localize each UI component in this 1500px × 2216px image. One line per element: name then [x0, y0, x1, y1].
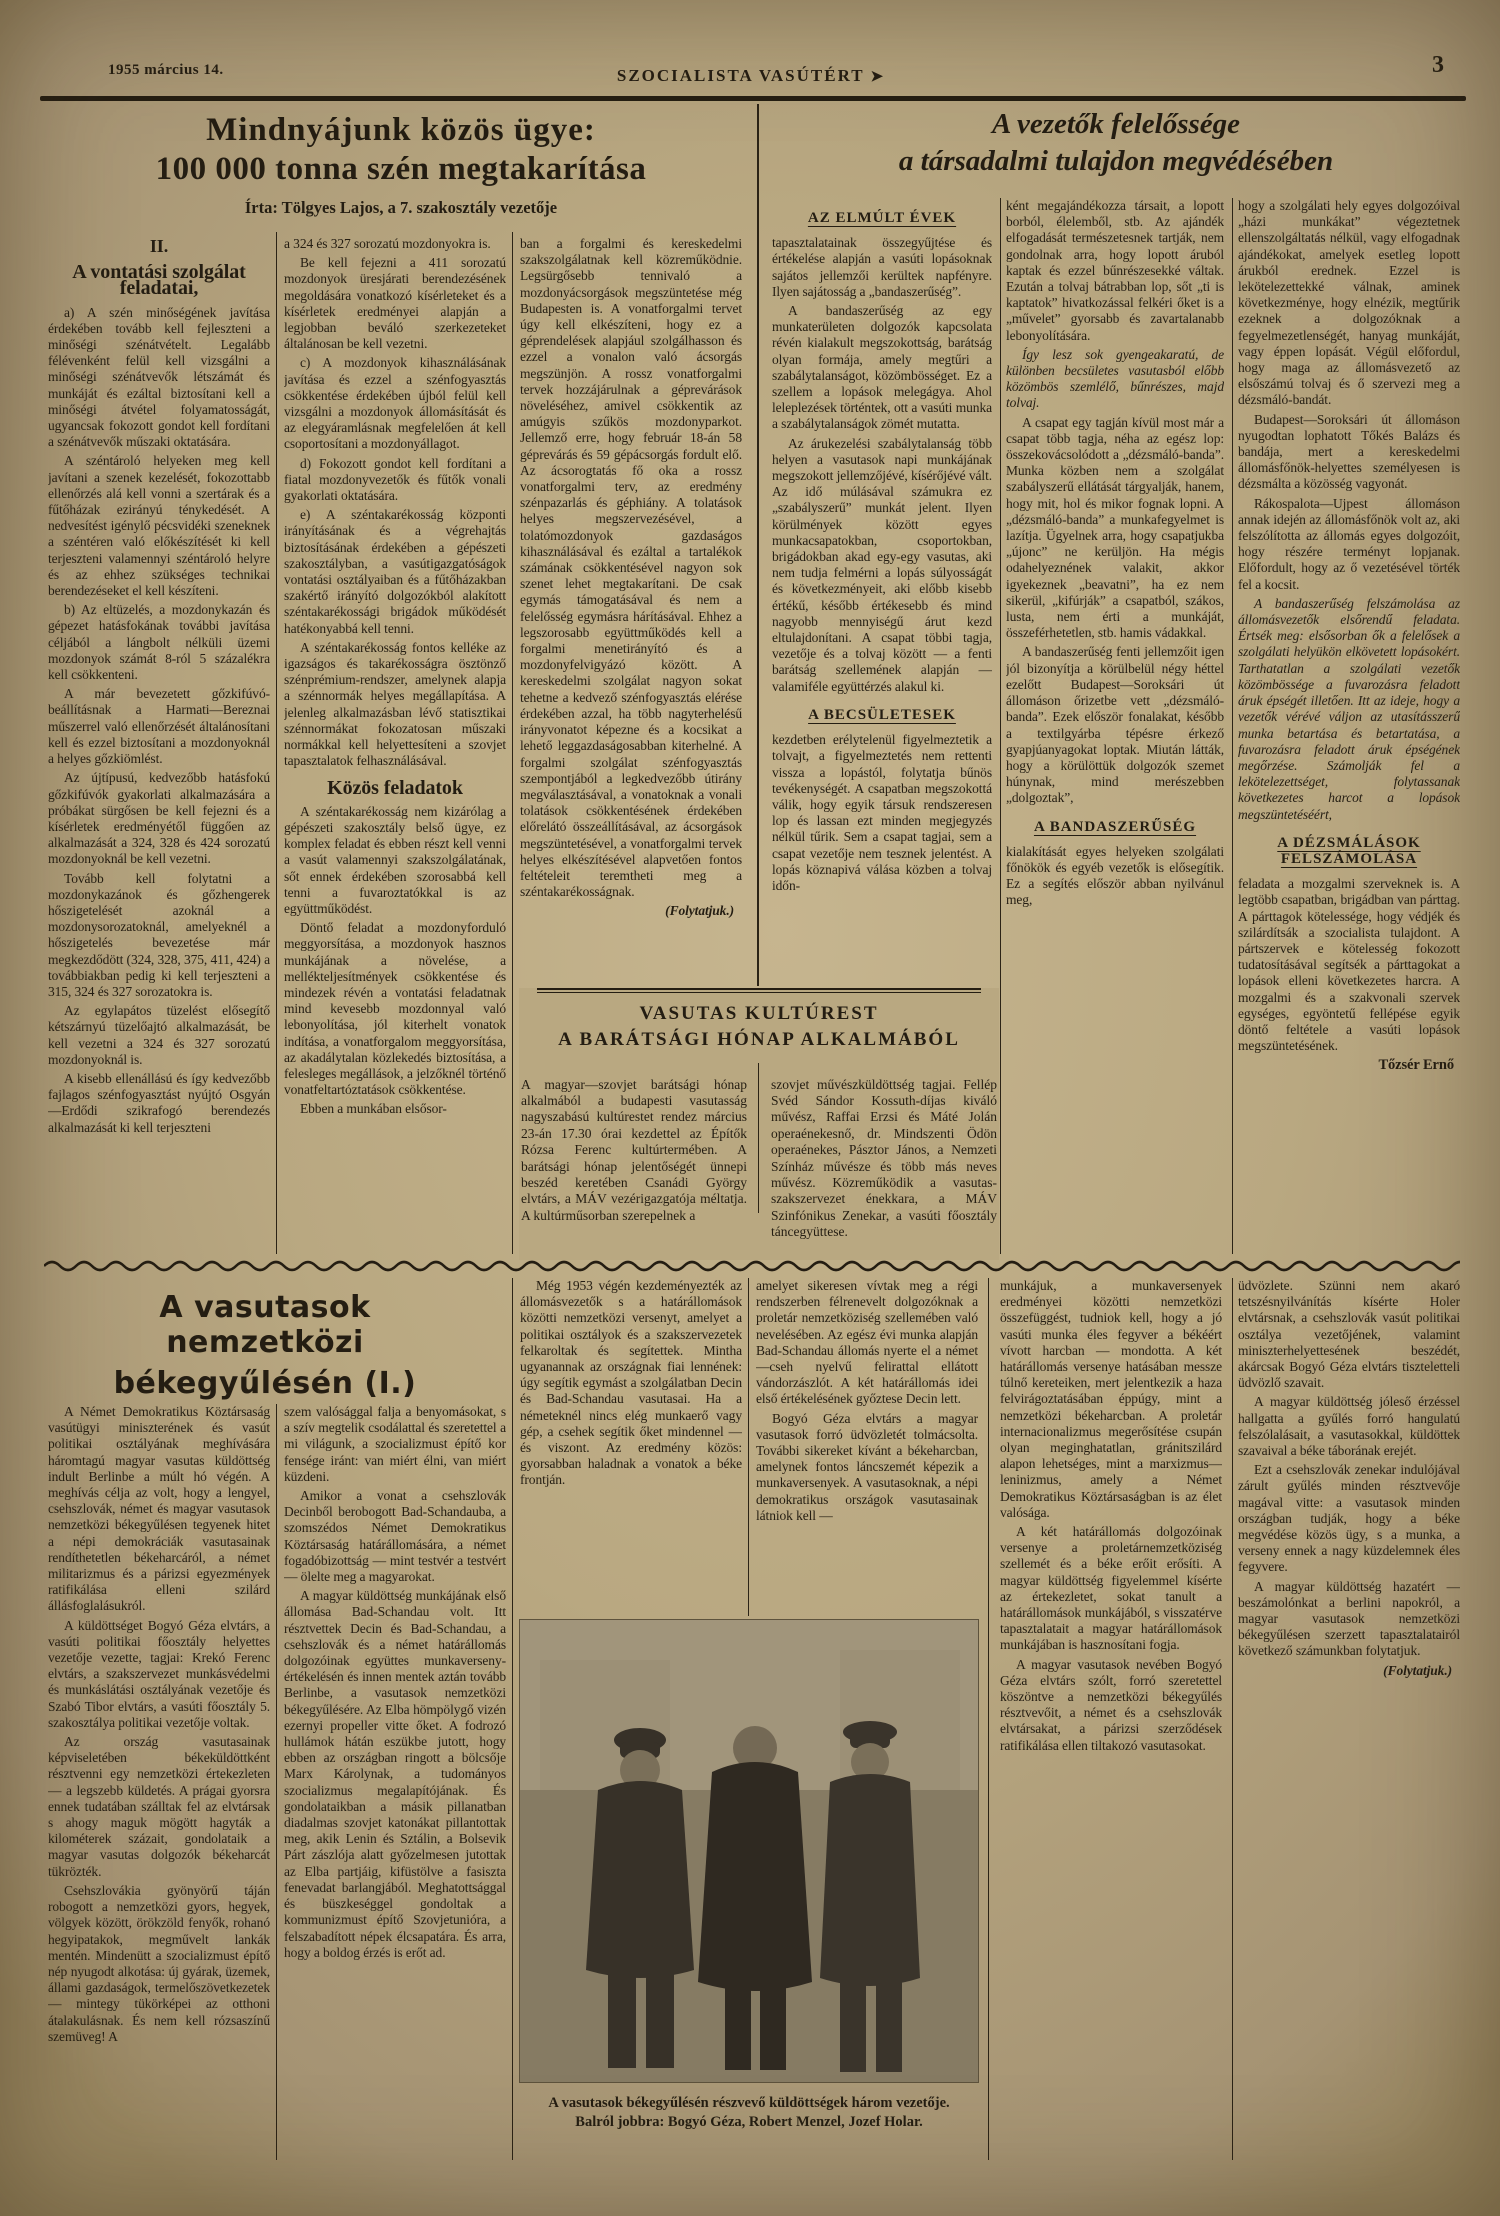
- paragraph: Az egylapátos tüzelést elősegítő kétszárnyú tüzelőajtó alkalmazását, be kell vezetni a 324 és 327 sorozatú mozdonyoknál is.: [48, 1003, 270, 1067]
- headline-line1: A vasutasok nemzetközi: [159, 1290, 371, 1360]
- paragraph-emphasis: Így lesz sok gyengeakaratú, de különben becsületes vasutasból előbb közömbös szemlélő, bűnrészes, majd tolvaj.: [1006, 346, 1224, 411]
- paragraph: d) Fokozott gondot kell fordítani a fiatal mozdonyvezetők és fűtők vonali gyakorlati oktatására.: [284, 455, 506, 504]
- left-article-column-1: [48, 236, 270, 1254]
- paragraph: A széntároló helyeken meg kell javítani a szenek kezelését, fokozottabb ellenőrzés alá kell vonni a szertárak és a fűtőházak ezirányú ténykedését. A nedvesítést igénylő pécsvidéki szeneknek a széntéren való előkészítését ki kell terjeszteni valamennyi széntároló helyre és az ehhez szükséges technikai berendezéseket el kell készíteni.: [48, 453, 270, 599]
- paragraph: Csehszlovákia gyönyörű táján robogott a nemzetközi gyors, hegyek, völgyek között, örökzöld fenyők, rohanó hegyipatakok, megművelt lankák mentén. Mindenütt a szocializmust építő nép nyugodt alkotása: új gyárak, üzemek, állami gazdaságok, termelőszövetkezetek — mintegy tükörképei az otthoni átalakulásnak. És nem kell rózsaszínű szemüveg! A: [48, 1882, 270, 2044]
- page-number: 3: [1432, 52, 1444, 78]
- right-article-column-3: [1238, 198, 1460, 1254]
- paragraph: A már bevezetett gőzkifúvó-beállításnak a Harmati—Bereznai műszerrel való ellenőrzését általánosítani kell és ezzel biztosítani a mozdonyoknál a helyes gőzkiömlést.: [48, 686, 270, 767]
- paragraph: ban a forgalmi és kereskedelmi szakszolgálatnak kell közreműködnie. Legsürgősebb tennivaló a mozdonyácsorgások megszüntetése még Budapesten is. A vonatforgalmi tervet úgy kell elkészíteni, hogy ez a géprendelések alapjául szolgálhasson és ezzel a vonalon való ácsorgás megszünjön. A rossz vonatforgalmi tervek hozzájárulnak a géprevárások növeléséhez, amivel csökkentik az amúgyis szűkös mozdonyparkot. Jellemző erre, hogy február 18-án 58 géprevárás és 59 gépácsorgás fordult elő. Az ácsorogtatás fő oka a rossz vonatforgalmi terv, az eredmény szénpazarlás és géphiány. A tolatások helyes megszervezésével, a tolatómozdonyok gazdaságos kihasználásával és ezáltal a tartalékok számának csökkentésével nagyon sok szenet lehet megtakarítani. De csak egymás támogatásával és nem a felelősség egymásra hárításával. Ehhez a legszorosabb együttműködés kell a forgalmi menetirányító és a mozdonyfelvigyázó között. A kereskedelmi szolgálat nagyon sokat tehetne a kedvező szénfogyasztás elérése érdekében azzal, ha több nagyterhelésű irányvonatot képezne és a kocsikat a lehető leggazdaságosabban kiterhelné. A forgalmi szolgálat szénfogyasztás szempontjából a legkedvezőbb útirány megválasztásával, a vonatoknak a vonali tolatások csökkentésének érdekében előrelátó összeállításával, az ácsorgások megszüntetésével, a vonatforgalmi tervek helyes elkészítésével alapvetően fontos feltételeit teremtheti meg a széntakarékosságnak.: [520, 236, 742, 900]
- column-divider: [748, 1278, 749, 1616]
- paragraph: kialakítását egyes helyeken szolgálati főnökök és egyéb vezetők is elősegítik. Ez a segítés először abban nyilvánul meg,: [1006, 843, 1224, 908]
- masthead-title: SZOCIALISTA VASÚTÉRT: [616, 66, 865, 85]
- paragraph: Bogyó Géza elvtárs a magyar vasutasok forró üdvözletét tolmácsolta. További sikereket kívánt a békeharcban, amelynek fontos láncszemét képezik a munkaversenyek. A vasutasoknak, a népi demokratikus országok vasutasainak látniok kell —: [756, 1410, 978, 1523]
- notice-column-1: [521, 1063, 747, 1238]
- paragraph: A kisebb ellenállású és így kedvezőbb fajlagos szénfogyasztást nyújtó Osgyán—Erdődi szikrafogó berendezés alkalmazását ki kell terjeszteni: [48, 1070, 270, 1135]
- section-heading: A BANDASZERŰSÉG: [1033, 818, 1197, 835]
- photo-caption-line2: Balról jobbra: Bogyó Géza, Robert Menzel, Jozef Holar.: [575, 2114, 923, 2130]
- kulturest-notice: [519, 988, 999, 1260]
- left-article-column-2: [284, 236, 506, 1254]
- paragraph: Rákospalota—Ujpest állomáson annak idején az állomásfőnök volt az, aki felszólította az állomás egyes dolgozóit, hogy részére terményt lopjanak. Előfordult, hogy az ő vezetésével törték fel a kocsit.: [1238, 495, 1460, 592]
- column-subhead: Közös feladatok: [327, 776, 463, 799]
- paragraph: Ezt a csehszlovák zenekar indulójával zárult gyűlés minden résztvevője magával vitte: a vasutasok minden országban tudják, hogy a béke megvédése közös ügy, s a munka, a verseny ennek a nagy küzdelemnek éles fegyvere.: [1238, 1462, 1460, 1575]
- paragraph: ként megajándékozza társait, a lopott borból, élelemből, stb. Az ajándék elfogadását természetesnek tartják, nem gondolnak arra, hogy lopott áruból kaptak és ezzel bűnrészesekké váltak. Ezután a tolvaj bátrabban lop, sőt „ti is kaptatok” hivatkozással felkéri őket is a „művelet” gyorsabb és zavartalanabb lebonyolítására.: [1006, 198, 1224, 343]
- paragraph: A Német Demokratikus Köztársaság vasútügyi miniszterének és vasút politikai osztályának meghívására háromtagú magyar vasutas küldöttség indult Berlinbe a múlt hó végén. A meghívás célja az volt, hogy a lengyel, csehszlovák, német és magyar vasutasok nemzetközi békegyűlésen tegyenek hitet a népi demokráciák vasutasainak rendíthetetlen békeharcáról, a német militarizmus és a párizsi egyezmények ratifikálása elleni szilárd állásfoglalásukról.: [48, 1404, 270, 1614]
- paragraph: A csapat egy tagján kívül most már a csapat több tagja, néha az egész lop: összekovácsolódott a „dézsmáló-banda”. Munka közben nem a szolgálat szabályszerű ellátását tárgyalják, hanem, hogy mit, hol és mikor fognak lopni. A „dézsmáló-banda” a munkafegyelmet is lazítja. Ügyelnek arra, hogy csapatjukba „újonc” ne kerüljön. Ha mégis odahelyeznének valakit, akkor igyekeznek „beavatni”, ha ez nem sikerül, „kifúrják” a csapatból, szákos, lusta, nem érti a munkáját, összeférhetetlen, stb. hamis vádakkal.: [1006, 414, 1224, 641]
- paragraph: munkájuk, a munkaversenyek eredményei közötti nemzetközi összefüggést, tudniok kell, hogy a jó vasúti munka éles fegyver a békéért vívott harcban — mondotta. A két határállomás versenye hatásában messze túlnő kereteiken, mert jelentkezik a haza felvirágoztatásában éppúgy, mint a nemzetközi békeharcban. A proletár internacionalizmus megerősítése csupán olyan meginghatatlan, gránitszilárd alapon lehetséges, mint a marxizmus—leninizmus, amely a Német Demokratikus Köztársaságban is az élet valósága.: [1000, 1278, 1222, 1520]
- byline: Írta: Tölgyes Lajos, a 7. szakosztály vezetője: [244, 198, 558, 217]
- paragraph: Be kell fejezni a 411 sorozatú mozdonyok üresjárati berendezésének megoldására vonatkozó kísérleteket és a kísérletek eredményei alapján a legjobban beváló szerkezeteket általánosan be kell vezetni.: [284, 255, 506, 352]
- paragraph: üdvözlete. Szünni nem akaró tetszésnyilvánítás kísérte Holer elvtársnak, a csehszlovák vasút politikai osztálya vezetőjének, valamint miniszterhelyettesének beszédét, akárcsak Bogyó Géza elvtárs tiszteletteli üdvözlő szavait.: [1238, 1278, 1460, 1391]
- paragraph: feladata a mozgalmi szerveknek is. A legtöbb csapatban, brigádban van párttag. A párttagok kötelessége, hogy védjék és szilárdítsák a szocialista tulajdont. A pártszervek e kötelesség fokozott tudatosításával segítsék a párttagokat a lopások elleni következetes harcra. A mozgalmi és a szakvonali szervek egységes, egyöntetű fellépése egyik döntő feltétele a vasúti lopások megszüntetésének.: [1238, 876, 1460, 1054]
- paragraph: Ebben a munkában elsősor-: [300, 1101, 447, 1117]
- column-divider: [276, 1404, 277, 2160]
- notice-rule: [537, 992, 981, 993]
- right-article-headline: [772, 108, 1460, 178]
- bottom-article-headline: [56, 1290, 474, 1401]
- column-divider: [758, 1063, 759, 1213]
- wavy-section-divider: [44, 1258, 1460, 1274]
- bottom-article-column-2: [284, 1404, 506, 2160]
- section-heading: A DÉZSMÁLÁSOK FELSZÁMOLÁSA: [1277, 834, 1421, 867]
- paragraph: Budapest—Soroksári út állomáson nyugodtan lophatott Tőkés Balázs és bandája, mert a kereskedelmi állomásfőnök-helyettes személyesen is dézsmálta a közösség vagyonát.: [1238, 411, 1460, 492]
- paragraph: hogy a szolgálati hely egyes dolgozóival „házi munkákat” végeztetnek ellenszolgáltatás nélkül, vagy elfogadnak ajándékokat, amelyek esetleg lopott árukból erednek. Ezzel is lekötelezettekké válnak, aminek következménye, hogy elnézik, megtűrik ezeknek a dolgozóknak a fegyelmezetlenségét, hanyag munkáját, vagy éppen lopását. Végül előfordul, hogy maga az állomásvezető az elsőszámú tolvaj és ő szervezi meg a dézsmáló-bandát.: [1238, 198, 1460, 408]
- masthead-arrow-icon: ➤: [870, 69, 884, 85]
- photo-caption-line1: A vasutasok békegyűlésén részvevő küldöttségek három vezetője.: [548, 2095, 950, 2111]
- paragraph: Még 1953 végén kezdeményezték az állomásvezetők s a határállomások közötti nemzetközi versenyt, amelyet a politikai osztályok és a szakszervezetek felkaroltak és segítettek. Mintha ugyanannak az országnak fiai lennének: úgy segítik egymást a szolgálatban Decin és Bad-Schandau vasutasai. Ha a németeknél nincs elég munkaerő vagy gép, a csehek segítik őket mindennel — és viszont. Az eredmény közös: gyorsabban haladnak a vonatok a béke frontján.: [520, 1278, 742, 1488]
- paragraph: A két határállomás dolgozóinak versenye a proletárnemzetköziség szellemét és a béke erőit erősíti. A magyar küldöttség figyelemmel kísérte az értekezletet, sokat tanult a határállomások munkájából, s visszatérve tapasztalatait a magyar határállomások munkájában is hasznosítani fogja.: [1000, 1524, 1222, 1653]
- continuation-note: (Folytatjuk.): [1383, 1662, 1452, 1678]
- paragraph: Döntő feladat a mozdonyforduló meggyorsítása, a mozdonyok hasznos munkájának a növelése, a mellékteljesítmények csökkentése és mindezek révén a vontatási feladatnak mind kevesebb mozdonnyal való lebonyolítása, jól kiterhelt vonatok indítása, a vonatforgalom meggyorsítása, az akadálytalan közlekedés biztosítása, a felesleges megállások, a jelzőknél történő vonatfeltartóztatások csökkentése.: [284, 920, 506, 1098]
- paragraph: amelyet sikeresen vívtak meg a régi rendszerben félrenevelt dolgozóknak a proletár nemzetköziség szellemében való nevelésében. Az egész évi munka alapján Bad-Schandau állomás nyerte el a német—cseh nyelvű felirattal ellátott vándorzászlót. A két határállomás idei első értékelésének győztese Decin lett.: [756, 1278, 978, 1407]
- part-number: II.: [149, 236, 169, 256]
- notice-rule: [537, 988, 981, 990]
- bottom-article-column-1: [48, 1404, 270, 2160]
- issue-date: 1955 március 14.: [108, 62, 224, 78]
- column-divider: [1000, 198, 1001, 1254]
- paragraph: A magyar küldöttség munkájának első állomása Bad-Schandau volt. Itt résztvettek Decin és Bad-Schandau, a csehszlovák és a német határállomás dolgozóinak együttes munkaverseny-értékelésén és innen mentek aztán tovább Berlinbe, a vasutasok nemzetközi békegyűlésére. Az Elba hömpölygő vizén ezernyi propeller vitte őket. A fodrozó hullámok hátán eszükbe jutott, hogy ebben az országban ringott a bölcsője Marx Károlynak, a tudományos szocializmus megalapítójának. És gondolataikban a másik pillanatban diadalmas szovjet katonákat pillantottak meg, akik Lenin és Sztálin, a Bolsevik Párt zászlója alatt győzelmesen jutottak az Elba partjáig, kifüstölve a fasiszta fenevadat barlangjából. Meghatottsággal és büszkeséggel gondoltak a kommunizmust építő Szovjetunióra, a felszabadított népek élcsapatára. És arra, hogy a boldog érzés is erőt ad.: [284, 1588, 506, 1960]
- column-subhead: A vontatási szolgálat feladatai,: [72, 261, 246, 300]
- bottom-article-column-3: [520, 1278, 742, 1616]
- paragraph: A magyar küldöttség hazatért — beszámolónkat a berlini napokról, a magyar vasutasok nemzetközi békegyűlésen szerzett tapasztalatairól következő számunkban folytatjuk.: [1238, 1578, 1460, 1659]
- paragraph: a 324 és 327 sorozatú mozdonyokra is.: [284, 236, 491, 251]
- column-divider: [988, 1278, 989, 2160]
- paragraph: A bandaszerűség az egy munkaterületen dolgozók kapcsolata révén kialakult megszokottság, barátság olyan formája, amely megtűri a szabálytalanságot, közömbösséget. Ez a szellem a lopások melegágya. Ahol leleplezések történtek, ott a vasúti munka a szabálytalanságok zömét mutatta.: [772, 303, 992, 432]
- photo-caption: [498, 2094, 1000, 2132]
- left-article-column-3: [520, 236, 742, 980]
- paragraph: Tovább kell folytatni a mozdonykazánok és gőzhengerek hőszigetelését azoknál a mozdonysorozatoknál, amelyeknél a hőszigetelés bevezetése már megkezdődött (324, 328, 375, 411, 424) a továbbiakban pedig ki kell terjeszteni a 315, 324 és 327 sorozatokra is.: [48, 870, 270, 999]
- headline-line1: A vezetők felelőssége: [991, 108, 1241, 140]
- paragraph: Az árukezelési szabálytalanság több helyen a vasutasok napi munkájának megszokott jellemzőjévé, kísérőjévé vált. Az idő múlásával számukra ez „szabályszerű” munkát jelent. Ilyen körülmények között egyes munkacsapatokban, csoportokban, brigádokban akad egy-egy vasutas, aki nem tudja felmérni a lopás súlyosságát és következményeit, aki előbb kisebb értékű, később értékesebb és mind nagyobb mennyiségű árut kezd eltulajdonítani. A csapat többi tagja, vezetője és a tolvaj között — a fenti barátság szellemének alapján — valamiféle együttérzés alakul ki.: [772, 435, 992, 694]
- headline-line2: a társadalmi tulajdon megvédésében: [898, 145, 1334, 177]
- paragraph: A magyar—szovjet barátsági hónap alkalmából a budapesti vasutasság nagyszabású kultúrestet rendez március 23-án 17.30 órai kezdettel az Építők Rózsa Ferenc kultúrtermében. A barátsági hónap jelentőségét ünnepi beszéd keretében Csanádi György elvtárs, a MÁV vezérigazgatója méltatja. A kultúrműsorban szerepelnek a: [521, 1076, 747, 1223]
- bottom-article-column-4: [756, 1278, 978, 1616]
- paragraph: A küldöttséget Bogyó Géza elvtárs, a vasúti politikai főosztály helyettes vezetője vezette, tagjai: Krekó Ferenc elvtárs, a szakszervezet munkásvédelmi és munkáslátási osztályának vezetője és Szabó Tibor elvtárs, a vasúti főosztály 5. szakosztálya politikai vezetője voltak.: [48, 1617, 270, 1730]
- headline-line1: Mindnyájunk közös ügye:: [206, 112, 596, 148]
- paragraph: A bandaszerűség fenti jellemzőit igen jól bizonyítja a körülbelül négy héttel ezelőtt Budapest—Soroksári út állomáson őrizetbe vett „dézsmáló-banda”. Ezek először fonalakat, később a textilgyárba tépésre érkező gyapjúanyagokat loptak. Miután látták, hogy a körülöttük dolgozók szemet húnynak, mind merészebben „dolgoztak”,: [1006, 644, 1224, 806]
- left-article-headline: [48, 112, 754, 218]
- paragraph: A magyar küldöttség jóleső érzéssel hallgatta a gyűlés forró hangulatú felszólalásait, a vasutasokkal, küldöttek szavaival a béke táborának erejét.: [1238, 1394, 1460, 1459]
- author-signature: Tőzsér Ernő: [1378, 1057, 1454, 1074]
- paragraph: Az újtípusú, kedvezőbb hatásfokú gőzkifúvók gyakorlati alkalmazására a próbákat sürgősen be kell fejezni és a kísérletek eredményétől függően az alkalmazását a 324, 328 és 424 sorozatú mozdonyoknál be kell vezetni.: [48, 770, 270, 867]
- notice-column-2: [771, 1063, 997, 1254]
- paragraph: Amikor a vonat a csehszlovák Decinből berobogott Bad-Schandauba, a szomszédos Német Demokratikus Köztársaság határállomására, a német fogadóbizottság — mint testvér a testvért — ölelte meg a magyarokat.: [284, 1488, 506, 1585]
- paragraph: szem valósággal falja a benyomásokat, s a szív megtelik csodálattal és szeretettel a mi világunk, a szocializmust építő kor fensége iránt: van miért élni, van miért küzdeni.: [284, 1404, 506, 1484]
- paragraph: kezdetben erélytelenül figyelmeztetik a tolvajt, a figyelmeztetés nem rettenti vissza a lopástól, folytatja bűnös tevékenységét. A csapatban megszokottá válik, hogy egyik társuk rendszeresen lop és lassan ezt minden megjegyzés nélkül tűrik. Sem a csapat tagjai, sem a csapat vezetője nem tesznek jelentést. A lopás köznapivá válása közben a tolvaj időn-: [772, 732, 992, 893]
- paragraph: Az ország vasutasainak képviseletében békeküldöttként résztvenni egy nemzetközi értekezleten — a legszebb küldetés. A prágai gyorsra ennek tudatában szálltak fel az elvtársak s ahogy maguk mögött hagyták a kilométerek százait, gondolataik a magyar vasutas dolgozók békeharcát tükrözték.: [48, 1734, 270, 1879]
- notice-title-line1: VASUTAS KULTÚREST: [639, 1003, 879, 1024]
- column-divider: [1232, 198, 1233, 1254]
- delegation-photo: [520, 1620, 978, 2082]
- right-article-column-2: [1006, 198, 1224, 1254]
- column-divider: [512, 1278, 513, 2160]
- paragraph: b) Az eltüzelés, a mozdonykazán és gépezet hatásfokának további javítása céljából a lángbolt nélküli üzemi mozdonyok számát 8-ról 5 százalékra kell csökkenteni.: [48, 602, 270, 683]
- paragraph: A széntakarékosság fontos kelléke az igazságos és takarékosságra ösztönző szénprémium-rendszer, amelynek alapja a szénnormák helyes megállapítása. A jelenleg alkalmazásban lévő statisztikai szénnormákat fokozatosan műszaki normákkal kell helyettesíteni a szovjet tapasztalatok felhasználásával.: [284, 639, 506, 769]
- section-heading: AZ ELMÚLT ÉVEK: [807, 210, 957, 226]
- paragraph: A magyar vasutasok nevében Bogyó Géza elvtárs szólt, forró szeretettel köszöntve a nemzetközi békegyűlés résztvevőit, a német és a csehszlovák elvtársakat, a párizsi szerződések ratifikálása ellen tiltakozó vasutasokat.: [1000, 1656, 1222, 1753]
- column-divider: [512, 232, 513, 1254]
- headline-line2: békegyűlésén (I.): [113, 1366, 417, 1401]
- continuation-note: (Folytatjuk.): [665, 903, 734, 919]
- column-divider: [1232, 1278, 1233, 2160]
- paragraph: c) A mozdonyok kihasználásának javítása és ezzel a szénfogyasztás csökkentése érdekében újból felül kell vizsgálni a mozdonyok állomásítását és az elegyáramlásnak megfelelően át kell csoportosítani a mozdonyállagot.: [284, 355, 506, 452]
- article-divider: [757, 104, 759, 986]
- paragraph: szovjet művészküldöttség tagjai. Fellép Svéd Sándor Kossuth-díjas kiváló művész, Raffai Erzsi és Máté Jolán operaénekesnő, dr. Mindszenti Ödön operaénekes, Pásztor János, a Nemzeti Színház művésze és több más neves művész. Közreműködik a vasutas-szakszervezet énekkara, a MÁV Szinfónikus Zenekar, a vasúti főosztály táncegyüttese.: [771, 1076, 997, 1240]
- section-heading: A BECSÜLETESEK: [808, 706, 956, 723]
- paragraph: A széntakarékosság nem kizárólag a gépészeti szakosztály belső ügye, ez komplex feladat és ebben részt kell venni a vasút valamennyi szakszolgálatának, sőt ennek érdekében szorosabbá kell tenni a fuvaroztatókkal is az együttműködést.: [284, 803, 506, 916]
- notice-title-line2: A BARÁTSÁGI HÓNAP ALKALMÁBÓL: [558, 1029, 960, 1050]
- paragraph: tapasztalatainak összegyűjtése és értékelése alapján a vasúti lopásoknak sajátos jellemzői kerültek napfényre. Ilyen sajátosság a „bandaszerűség”.: [772, 235, 992, 299]
- paragraph: a) A szén minőségének javítása érdekében tovább kell fejleszteni a minőségi szénátvételt. Legalább félévenként felül kell vizsgálni a minőségi szénátvevők létszámát és munkáját és ezáltal biztosítani kell a minőségi átvétel folyamatosságát, ugyancsak fokozott gondot kell fordítani a szénátvevők műszaki oktatására.: [48, 304, 270, 450]
- right-article-column-1: [772, 198, 992, 982]
- column-divider: [276, 232, 277, 1254]
- bottom-article-column-5: [1000, 1278, 1222, 2160]
- bottom-article-column-6: [1238, 1278, 1460, 2160]
- paragraph-emphasis: A bandaszerűség felszámolása az állomásvezetők elsőrendű feladata. Értsék meg: elsősorban ők a felelősek a szolgálati helyükön elkövetett lopásokért. Tarthatatlan a szolgálati vezetők közömbössége a fuvarozásra feladott áruk épségét illetően. Itt az ideje, hogy a vezetők vérévé váljon az utasításszerű munka betartása és betartatása, a fuvarozásra feladott áruk épségének megőrzése. Számolják fel a lekötelezettséget, folytassanak következetes harcot a lopások megszüntetéséért,: [1238, 595, 1460, 822]
- header-rule: [40, 96, 1466, 101]
- paragraph: e) A széntakarékosság központi irányításának és a végrehajtás biztosításának érdekében a gépészeti szakosztályban, a vasútigazgatóságok vontatási osztályaiban és a fűtőházakban szakértő irányító dolgozókból alakított széntakarékossági brigádok működését hatékonyabbá kell tenni.: [284, 507, 506, 636]
- masthead: [0, 66, 1500, 86]
- headline-line2: 100 000 tonna szén megtakarítása: [155, 151, 647, 187]
